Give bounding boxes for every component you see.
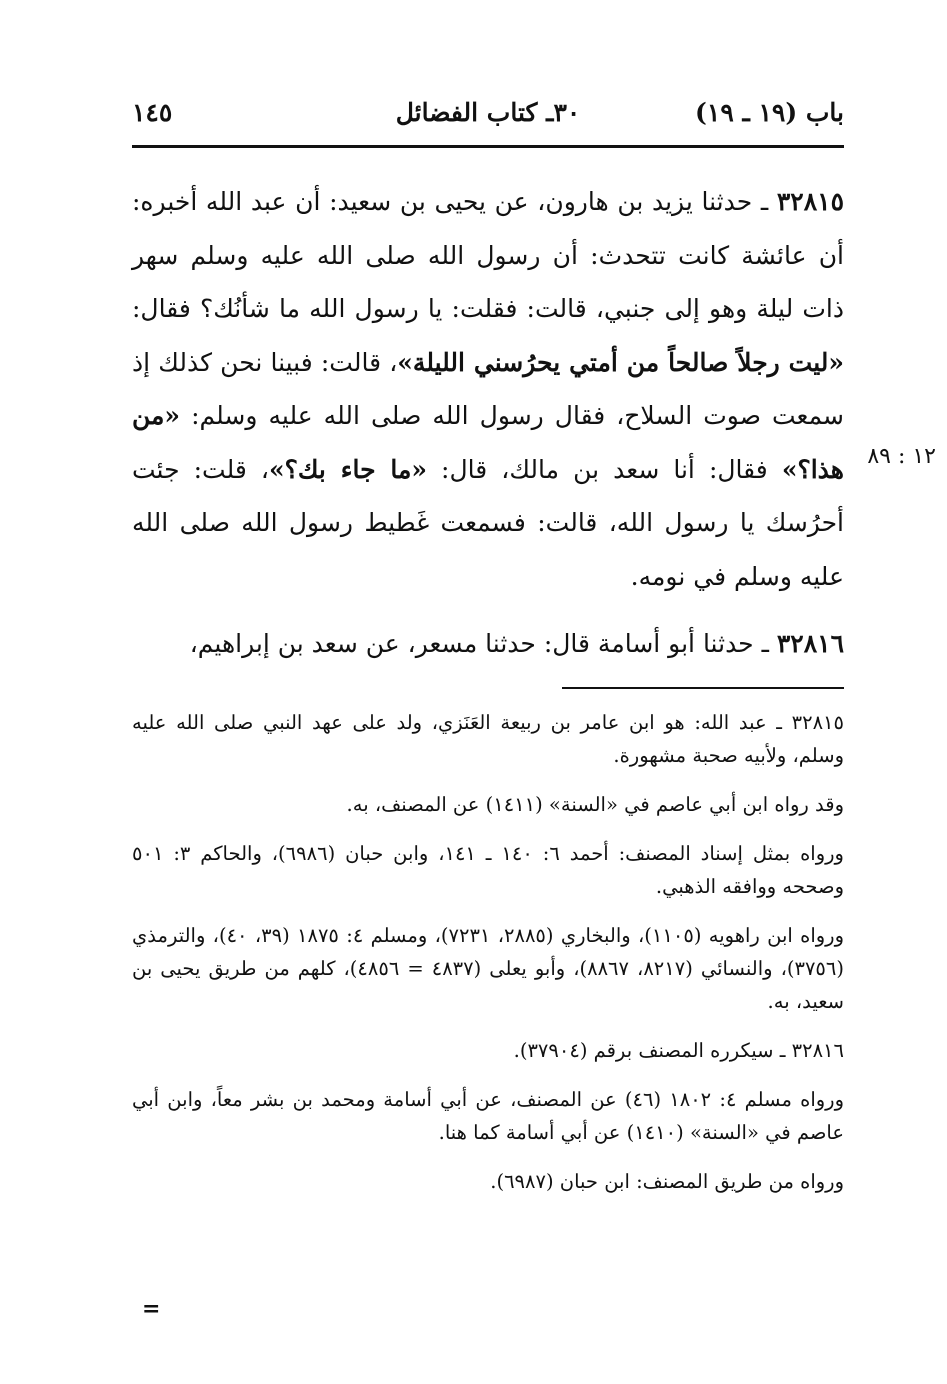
footnote-rule [562, 687, 844, 689]
hadith-paragraph [132, 175, 844, 603]
footnote: ورواه مسلم ٤: ١٨٠٢ (٤٦) عن المصنف، عن أبي أسامة ومحمد بن بشر معاً، وابن أبي عاصم في «السنة» (١٤١٠) عن أبي أسامة كما هنا. [132, 1088, 844, 1144]
footnote: ٣٢٨١٦ ـ سيكرره المصنف برقم (٣٧٩٠٤). [513, 1039, 844, 1062]
continuation-mark: = [142, 1296, 161, 1322]
footnote: ورواه من طريق المصنف: ابن حبان (٦٩٨٧). [490, 1170, 844, 1193]
hadith-quote: «ليت رجلاً صالحاً من أمتي يحرُسني الليلة» [397, 347, 845, 377]
hadith-text: فقال: أنا سعد بن مالك، قال: [426, 454, 782, 484]
margin-reference: ١٢ : ٨٩ [867, 444, 936, 469]
main-text [132, 175, 844, 685]
hadith-quote: «ما جاء بك؟» [268, 454, 427, 484]
footnote: ورواه ابن راهويه (١١٠٥)، والبخاري (٢٨٨٥، ٧٢٣١)، ومسلم ٤: ١٨٧٥ (٣٩، ٤٠)، والترمذي (٣٧٥٦)، والنسائي (٨٢١٧، ٨٨٦٧)، وأبو يعلى (٤٨٣٧ = ٤٨٥٦)، كلهم من طريق يحيى بن سعيد، به. [132, 924, 844, 1013]
header-rule [132, 145, 844, 148]
footnote: ٣٢٨١٥ ـ عبد الله: هو ابن عامر بن ربيعة العَنَزي، ولد على عهد النبي صلى الله عليه وسلم، ولأبيه صحبة مشهورة. [132, 711, 844, 767]
hadith-text: ـ حدثنا يزيد بن هارون، عن يحيى بن سعيد: أن عبد الله أخبره: أن عائشة كانت تتحدث: أن رسول الله صلى الله عليه وسلم سهر ذات ليلة وهو إلى جنبي، قالت: فقلت: يا رسول الله ما شأنُك؟ فقال: [132, 187, 844, 323]
hadith-number: ٣٢٨١٦ [776, 629, 844, 658]
hadith-text: ـ حدثنا أبو أسامة قال: حدثنا مسعر، عن سعد بن إبراهيم، [189, 629, 777, 658]
footnotes [132, 706, 844, 1214]
hadith-quote: «من هذا؟» [132, 401, 844, 484]
hadith-text: ، قلت: جئت أحرُسك يا رسول الله، قالت: فسمعت غَطيط رسول الله صلى الله عليه وسلم في نومه. [132, 454, 844, 591]
footnote: ورواه بمثل إسناد المصنف: أحمد ٦: ١٤٠ ـ ١٤١، وابن حبان (٦٩٨٦)، والحاكم ٣: ٥٠١ وصححه ووافقه الذهبي. [132, 842, 844, 898]
book-title: ٣٠ـ كتاب الفضائل [395, 98, 581, 127]
chapter-title: باب (١٩ ـ ١٩) [695, 98, 844, 127]
hadith-paragraph [132, 617, 844, 671]
page-number: ١٤٥ [132, 98, 173, 127]
hadith-text: ، قالت: فبينا نحن كذلك إذ سمعت صوت السلاح، فقال رسول الله صلى الله عليه وسلم: [132, 347, 844, 430]
hadith-number: ٣٢٨١٥ [776, 187, 844, 216]
footnote: وقد رواه ابن أبي عاصم في «السنة» (١٤١١) عن المصنف، به. [346, 793, 844, 816]
page-header [132, 92, 844, 140]
